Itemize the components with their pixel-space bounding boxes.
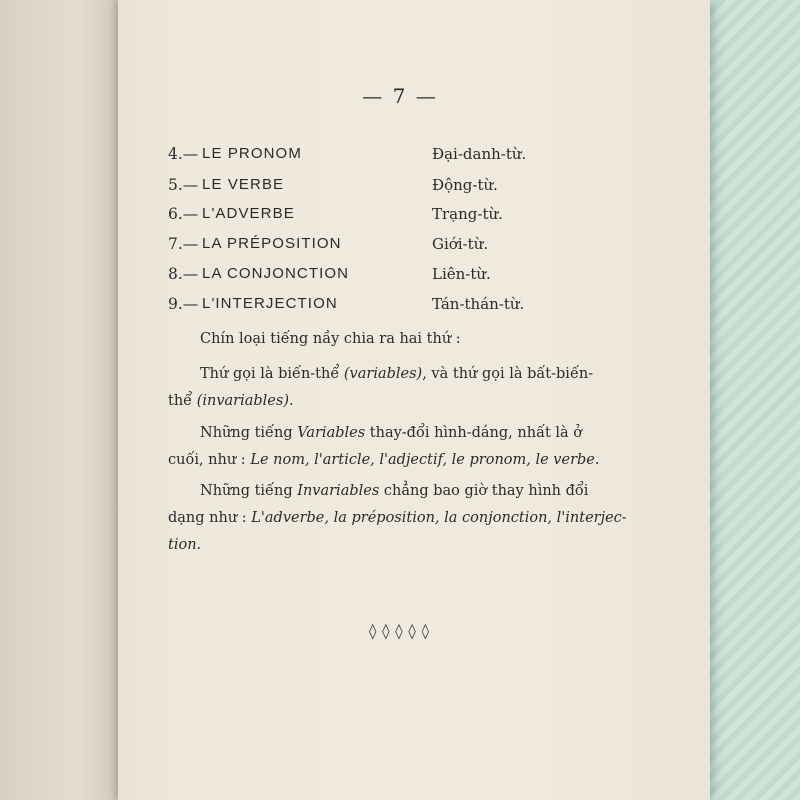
vietnamese-term: Tán-thán-từ.	[432, 295, 525, 313]
diamond-icon: ◊	[382, 622, 390, 640]
item-number: 6.—	[168, 205, 199, 223]
diamond-icon: ◊	[395, 622, 403, 640]
list-item	[168, 145, 688, 173]
item-number: 4.—	[168, 145, 199, 163]
french-term: LE PRONOM	[202, 145, 302, 162]
paragraph: Chín loại tiếng nầy chia ra hai thứ :	[200, 331, 461, 347]
paragraph: Những tiếng Invariables chẳng bao giờ thay hình đổi dạng như : L'adverbe, la préposition, la conjonction, l'interjec- tion.	[168, 483, 627, 553]
vietnamese-term: Động-từ.	[432, 176, 498, 194]
background-surface	[710, 0, 800, 800]
page-number: — 7 —	[362, 84, 438, 108]
paragraph: Những tiếng Variables thay-đổi hình-dáng, nhất là ở cuối, như : Le nom, l'article, l'adjectif, le pronom, le verbe.	[168, 425, 600, 468]
vietnamese-term: Trạng-từ.	[432, 205, 503, 223]
diamond-icon: ◊	[408, 622, 416, 640]
item-number: 5.—	[168, 176, 199, 194]
decorative-ornament	[369, 623, 429, 639]
list-item	[168, 176, 688, 204]
vietnamese-term: Giới-từ.	[432, 235, 489, 253]
diamond-icon: ◊	[369, 622, 377, 640]
vietnamese-term: Liên-từ.	[432, 265, 491, 283]
french-term: L'ADVERBE	[202, 205, 295, 222]
list-item	[168, 235, 688, 263]
french-term: L'INTERJECTION	[202, 295, 338, 312]
item-number: 9.—	[168, 295, 199, 313]
french-term: LA CONJONCTION	[202, 265, 350, 282]
list-item	[168, 205, 688, 233]
french-term: LE VERBE	[202, 176, 285, 193]
french-term: LA PRÉPOSITION	[202, 235, 342, 252]
item-number: 7.—	[168, 235, 199, 253]
paragraph: Thứ gọi là biến-thể (variables), và thứ gọi là bất-biến- thể (invariables).	[168, 366, 594, 409]
list-item	[168, 265, 688, 293]
item-number: 8.—	[168, 265, 199, 283]
left-page-edge	[0, 0, 130, 800]
diamond-icon: ◊	[421, 622, 429, 640]
list-item	[168, 295, 688, 323]
vietnamese-term: Đại-danh-từ.	[432, 145, 527, 163]
